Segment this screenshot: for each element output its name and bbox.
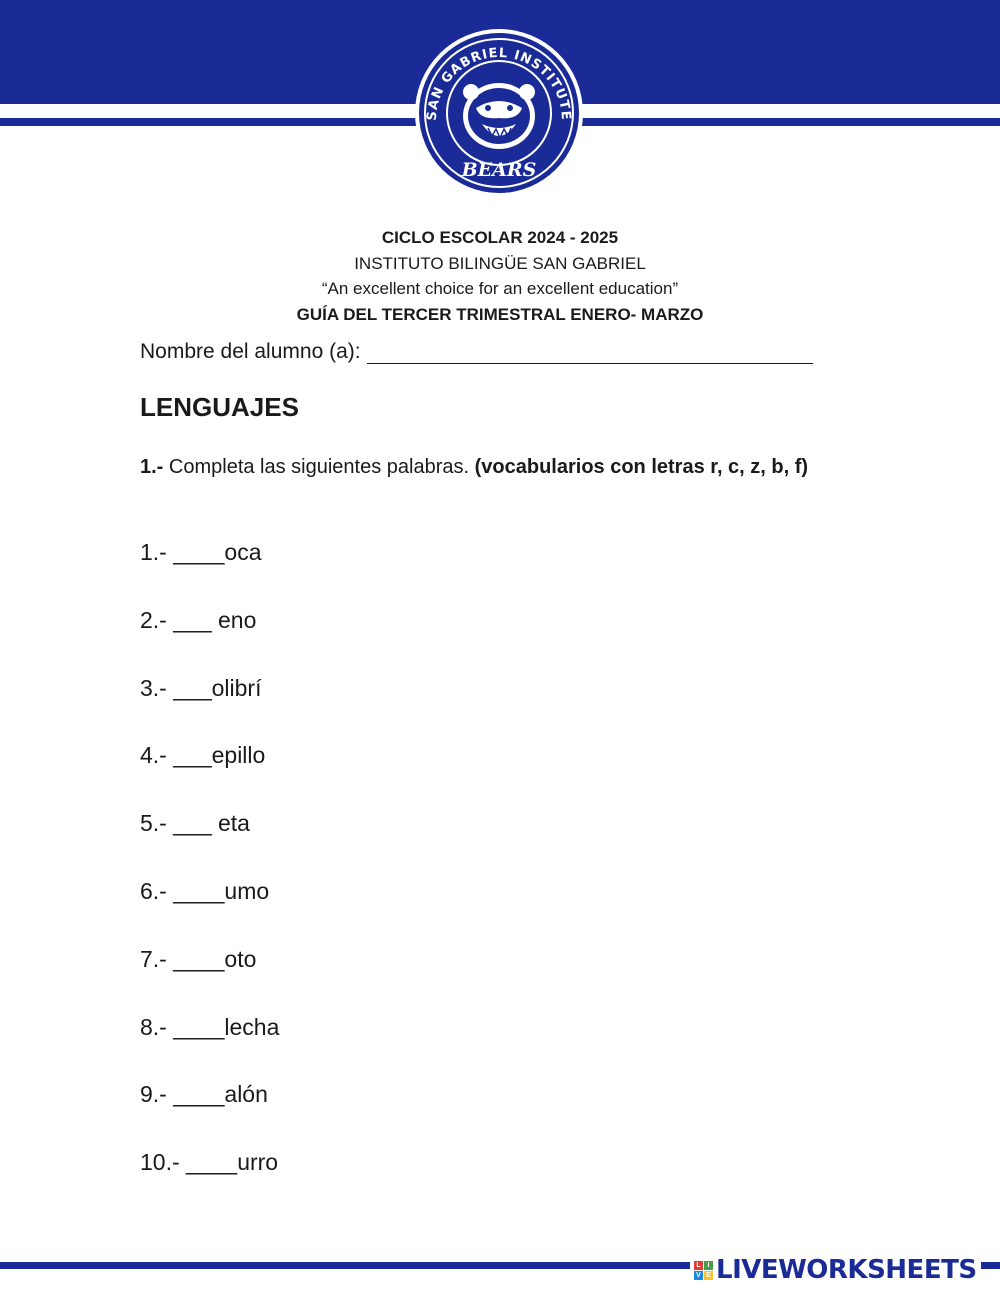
student-name-label: Nombre del alumno (a): xyxy=(140,340,361,363)
exercise-item[interactable]: 7.- ____oto xyxy=(140,945,257,972)
section-title: LENGUAJES xyxy=(140,392,299,422)
logo-bottom-text: BEARS xyxy=(461,159,537,181)
student-name-row xyxy=(140,340,813,364)
instruction xyxy=(140,452,870,483)
liveworksheets-watermark xyxy=(690,1256,981,1284)
exercise-item[interactable]: 9.- ____alón xyxy=(140,1081,268,1108)
school-logo xyxy=(414,28,584,198)
liveworksheets-logo-icon: L I V E xyxy=(694,1261,713,1280)
student-name-field[interactable] xyxy=(367,343,813,364)
school-year: CICLO ESCOLAR 2024 - 2025 xyxy=(381,228,619,247)
exercise-item[interactable]: 6.- ____umo xyxy=(140,877,270,904)
exercise-list xyxy=(140,536,279,1214)
logo-ring-text: SAN GABRIEL INSTITUTE xyxy=(424,45,574,122)
exercise-item[interactable]: 5.- ___ eta xyxy=(140,810,250,837)
exercise-item[interactable]: 1.- ____oca xyxy=(140,539,262,565)
exercise-item[interactable]: 3.- ___olibrí xyxy=(140,674,262,701)
liveworksheets-text: LIVEWORKSHEETS xyxy=(716,1255,977,1285)
exercise-item[interactable]: 2.- ___ eno xyxy=(140,606,257,633)
institute-name: INSTITUTO BILINGÜE SAN GABRIEL xyxy=(354,253,646,273)
bear-icon xyxy=(463,83,535,149)
instruction-bold-text: (vocabularios con letras r, c, z, b, f) xyxy=(474,456,809,478)
instruction-number: 1.- xyxy=(140,456,164,478)
guide-title: GUÍA DEL TERCER TRIMESTRAL ENERO- MARZO xyxy=(296,304,704,324)
exercise-item[interactable]: 4.- ___epillo xyxy=(140,742,266,769)
school-motto: “An excellent choice for an excellent education” xyxy=(321,279,679,298)
exercise-item[interactable]: 10.- ____urro xyxy=(140,1149,279,1176)
instruction-text: Completa las siguientes palabras. xyxy=(163,456,475,478)
exercise-item[interactable]: 8.- ____lecha xyxy=(140,1013,280,1040)
document-header xyxy=(0,225,1000,327)
